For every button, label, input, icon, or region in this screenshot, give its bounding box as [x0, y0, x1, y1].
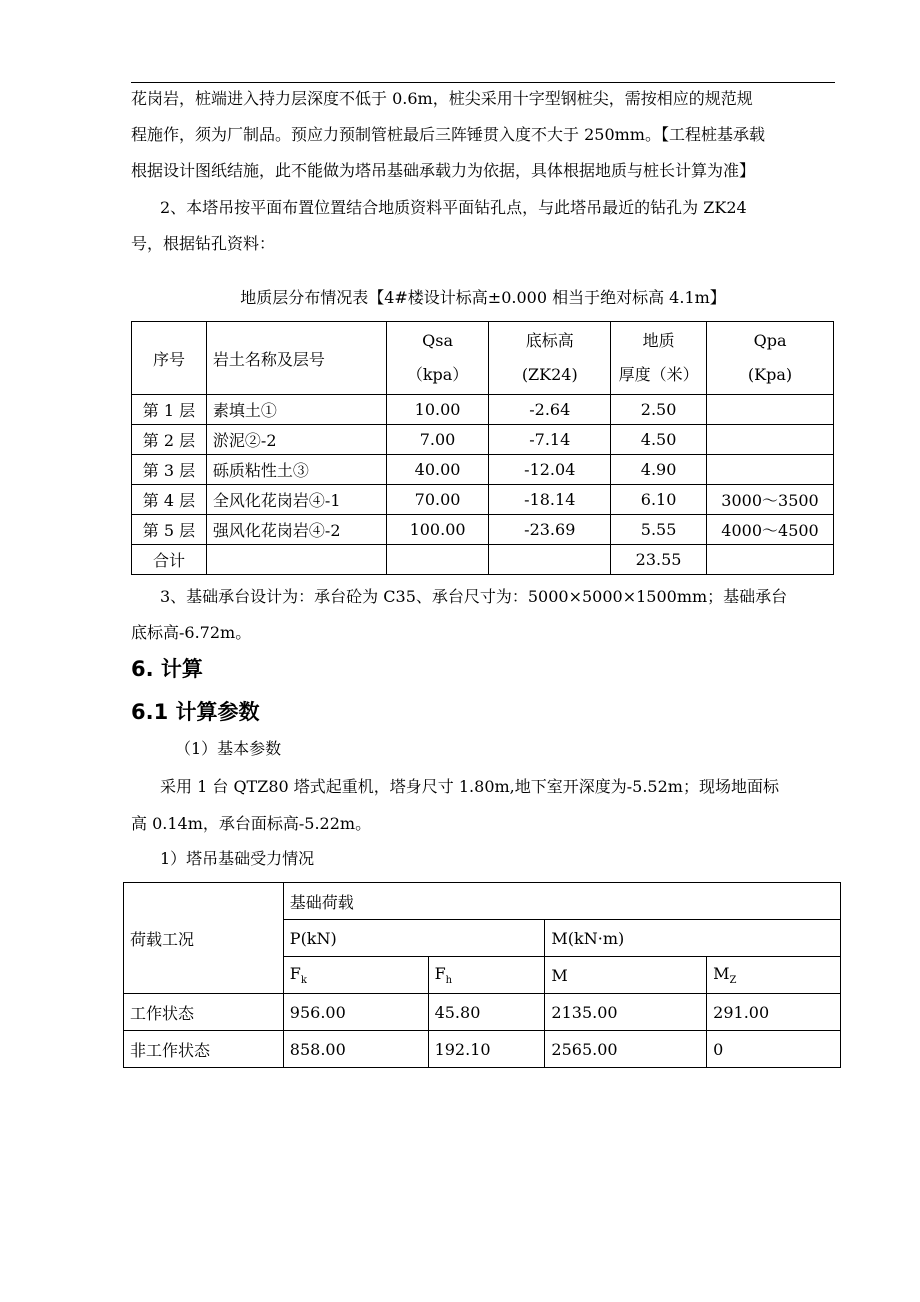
paragraph-line: 程施作，须为厂制品。预应力预制管桩最后三阵锤贯入度不大于 250mm。【工程桩基承载 [131, 125, 765, 144]
geo-table-caption: 地质层分布情况表【4#楼设计标高±0.000 相当于绝对标高 4.1m】 [240, 288, 726, 307]
table-cell [707, 455, 834, 485]
table-cell: 4000～4500 [707, 515, 834, 545]
table-row [124, 994, 841, 1031]
table-cell: 荷载工况 [124, 883, 284, 994]
table-cell: M [545, 957, 707, 994]
header-cell: 底标高 (ZK24) [489, 322, 611, 395]
table-cell: $F_k$ [283, 957, 428, 994]
table-cell: P(kN) [283, 920, 545, 957]
paragraph-line: （1）基本参数 [175, 739, 282, 758]
table-cell: 第 5 层 [132, 515, 207, 545]
table-cell: 强风化花岗岩④-2 [206, 515, 386, 545]
table-cell: 5.55 [611, 515, 707, 545]
table-cell: 4.90 [611, 455, 707, 485]
table-cell: 2565.00 [545, 1031, 707, 1068]
table-cell: 291.00 [707, 994, 841, 1031]
table-cell: -12.04 [489, 455, 611, 485]
paragraph-line: 号，根据钻孔资料： [131, 234, 276, 253]
table-cell: 第 4 层 [132, 485, 207, 515]
table-cell: 956.00 [283, 994, 428, 1031]
load-table [123, 882, 841, 1068]
header-cell: Qpa (Kpa) [707, 322, 834, 395]
table-cell: 2.50 [611, 395, 707, 425]
table-row [124, 883, 841, 920]
table-cell: $M_Z$ [707, 957, 841, 994]
table-cell [707, 425, 834, 455]
table-cell: 23.55 [611, 545, 707, 575]
table-cell: 100.00 [386, 515, 489, 545]
table-cell: 40.00 [386, 455, 489, 485]
table-cell: 10.00 [386, 395, 489, 425]
paragraph-line: 1）塔吊基础受力情况 [160, 849, 315, 868]
table-cell: 70.00 [386, 485, 489, 515]
table-cell: 6.10 [611, 485, 707, 515]
table-cell: 工作状态 [124, 994, 284, 1031]
table-cell: 858.00 [283, 1031, 428, 1068]
table-cell: 192.10 [428, 1031, 545, 1068]
paragraph-line: 根据设计图纸结施，此不能做为塔吊基础承载力为依据，具体根据地质与桩长计算为准】 [131, 161, 756, 180]
table-cell [206, 545, 386, 575]
table-cell: 3000～3500 [707, 485, 834, 515]
paragraph-line: 采用 1 台 QTZ80 塔式起重机，塔身尺寸 1.80m,地下室开深度为-5.52m；现场地面标 [160, 777, 779, 796]
header-cell: 地质 厚度（米） [611, 322, 707, 395]
table-row [132, 455, 834, 485]
paragraph-line: 高 0.14m，承台面标高-5.22m。 [131, 814, 372, 833]
section-heading: 6. 计算 [131, 657, 203, 681]
table-cell: 第 3 层 [132, 455, 207, 485]
table-cell: 合计 [132, 545, 207, 575]
header-cell: Qsa （kpa） [386, 322, 489, 395]
geology-table [131, 321, 834, 575]
table-total-row [132, 545, 834, 575]
table-cell: 第 2 层 [132, 425, 207, 455]
table-cell: -18.14 [489, 485, 611, 515]
table-cell: 全风化花岗岩④-1 [206, 485, 386, 515]
table-cell [489, 545, 611, 575]
table-cell [707, 395, 834, 425]
table-cell: 2135.00 [545, 994, 707, 1031]
table-cell: $F_h$ [428, 957, 545, 994]
table-cell: -2.64 [489, 395, 611, 425]
paragraph-line: 花岗岩，桩端进入持力层深度不低于 0.6m，桩尖采用十字型钢桩尖，需按相应的规范规 [131, 89, 753, 108]
paragraph-line: 2、本塔吊按平面布置位置结合地质资料平面钻孔点，与此塔吊最近的钻孔为 ZK24 [160, 198, 747, 217]
table-cell: 素填土① [206, 395, 386, 425]
paragraph-line: 3、基础承台设计为：承台砼为 C35、承台尺寸为：5000×5000×1500mm；基础承台 [160, 587, 788, 606]
header-cell: 序号 [132, 322, 207, 395]
header-rule [131, 82, 835, 83]
table-cell: M(kN·m) [545, 920, 841, 957]
subsection-heading: 6.1 计算参数 [131, 700, 260, 724]
table-cell: 7.00 [386, 425, 489, 455]
paragraph-line: 底标高-6.72m。 [131, 623, 252, 642]
table-cell: 4.50 [611, 425, 707, 455]
table-row [132, 515, 834, 545]
table-cell: -7.14 [489, 425, 611, 455]
table-cell: 砾质粘性土③ [206, 455, 386, 485]
table-cell [707, 545, 834, 575]
table-cell: 非工作状态 [124, 1031, 284, 1068]
table-cell: 第 1 层 [132, 395, 207, 425]
table-cell: 45.80 [428, 994, 545, 1031]
header-cell: 岩土名称及层号 [206, 322, 386, 395]
table-cell: 淤泥②-2 [206, 425, 386, 455]
table-cell: -23.69 [489, 515, 611, 545]
table-header-row [132, 322, 834, 395]
table-cell: 0 [707, 1031, 841, 1068]
table-row [132, 425, 834, 455]
table-cell: 基础荷载 [283, 883, 840, 920]
table-row [132, 485, 834, 515]
table-cell [386, 545, 489, 575]
table-row [132, 395, 834, 425]
table-row [124, 1031, 841, 1068]
